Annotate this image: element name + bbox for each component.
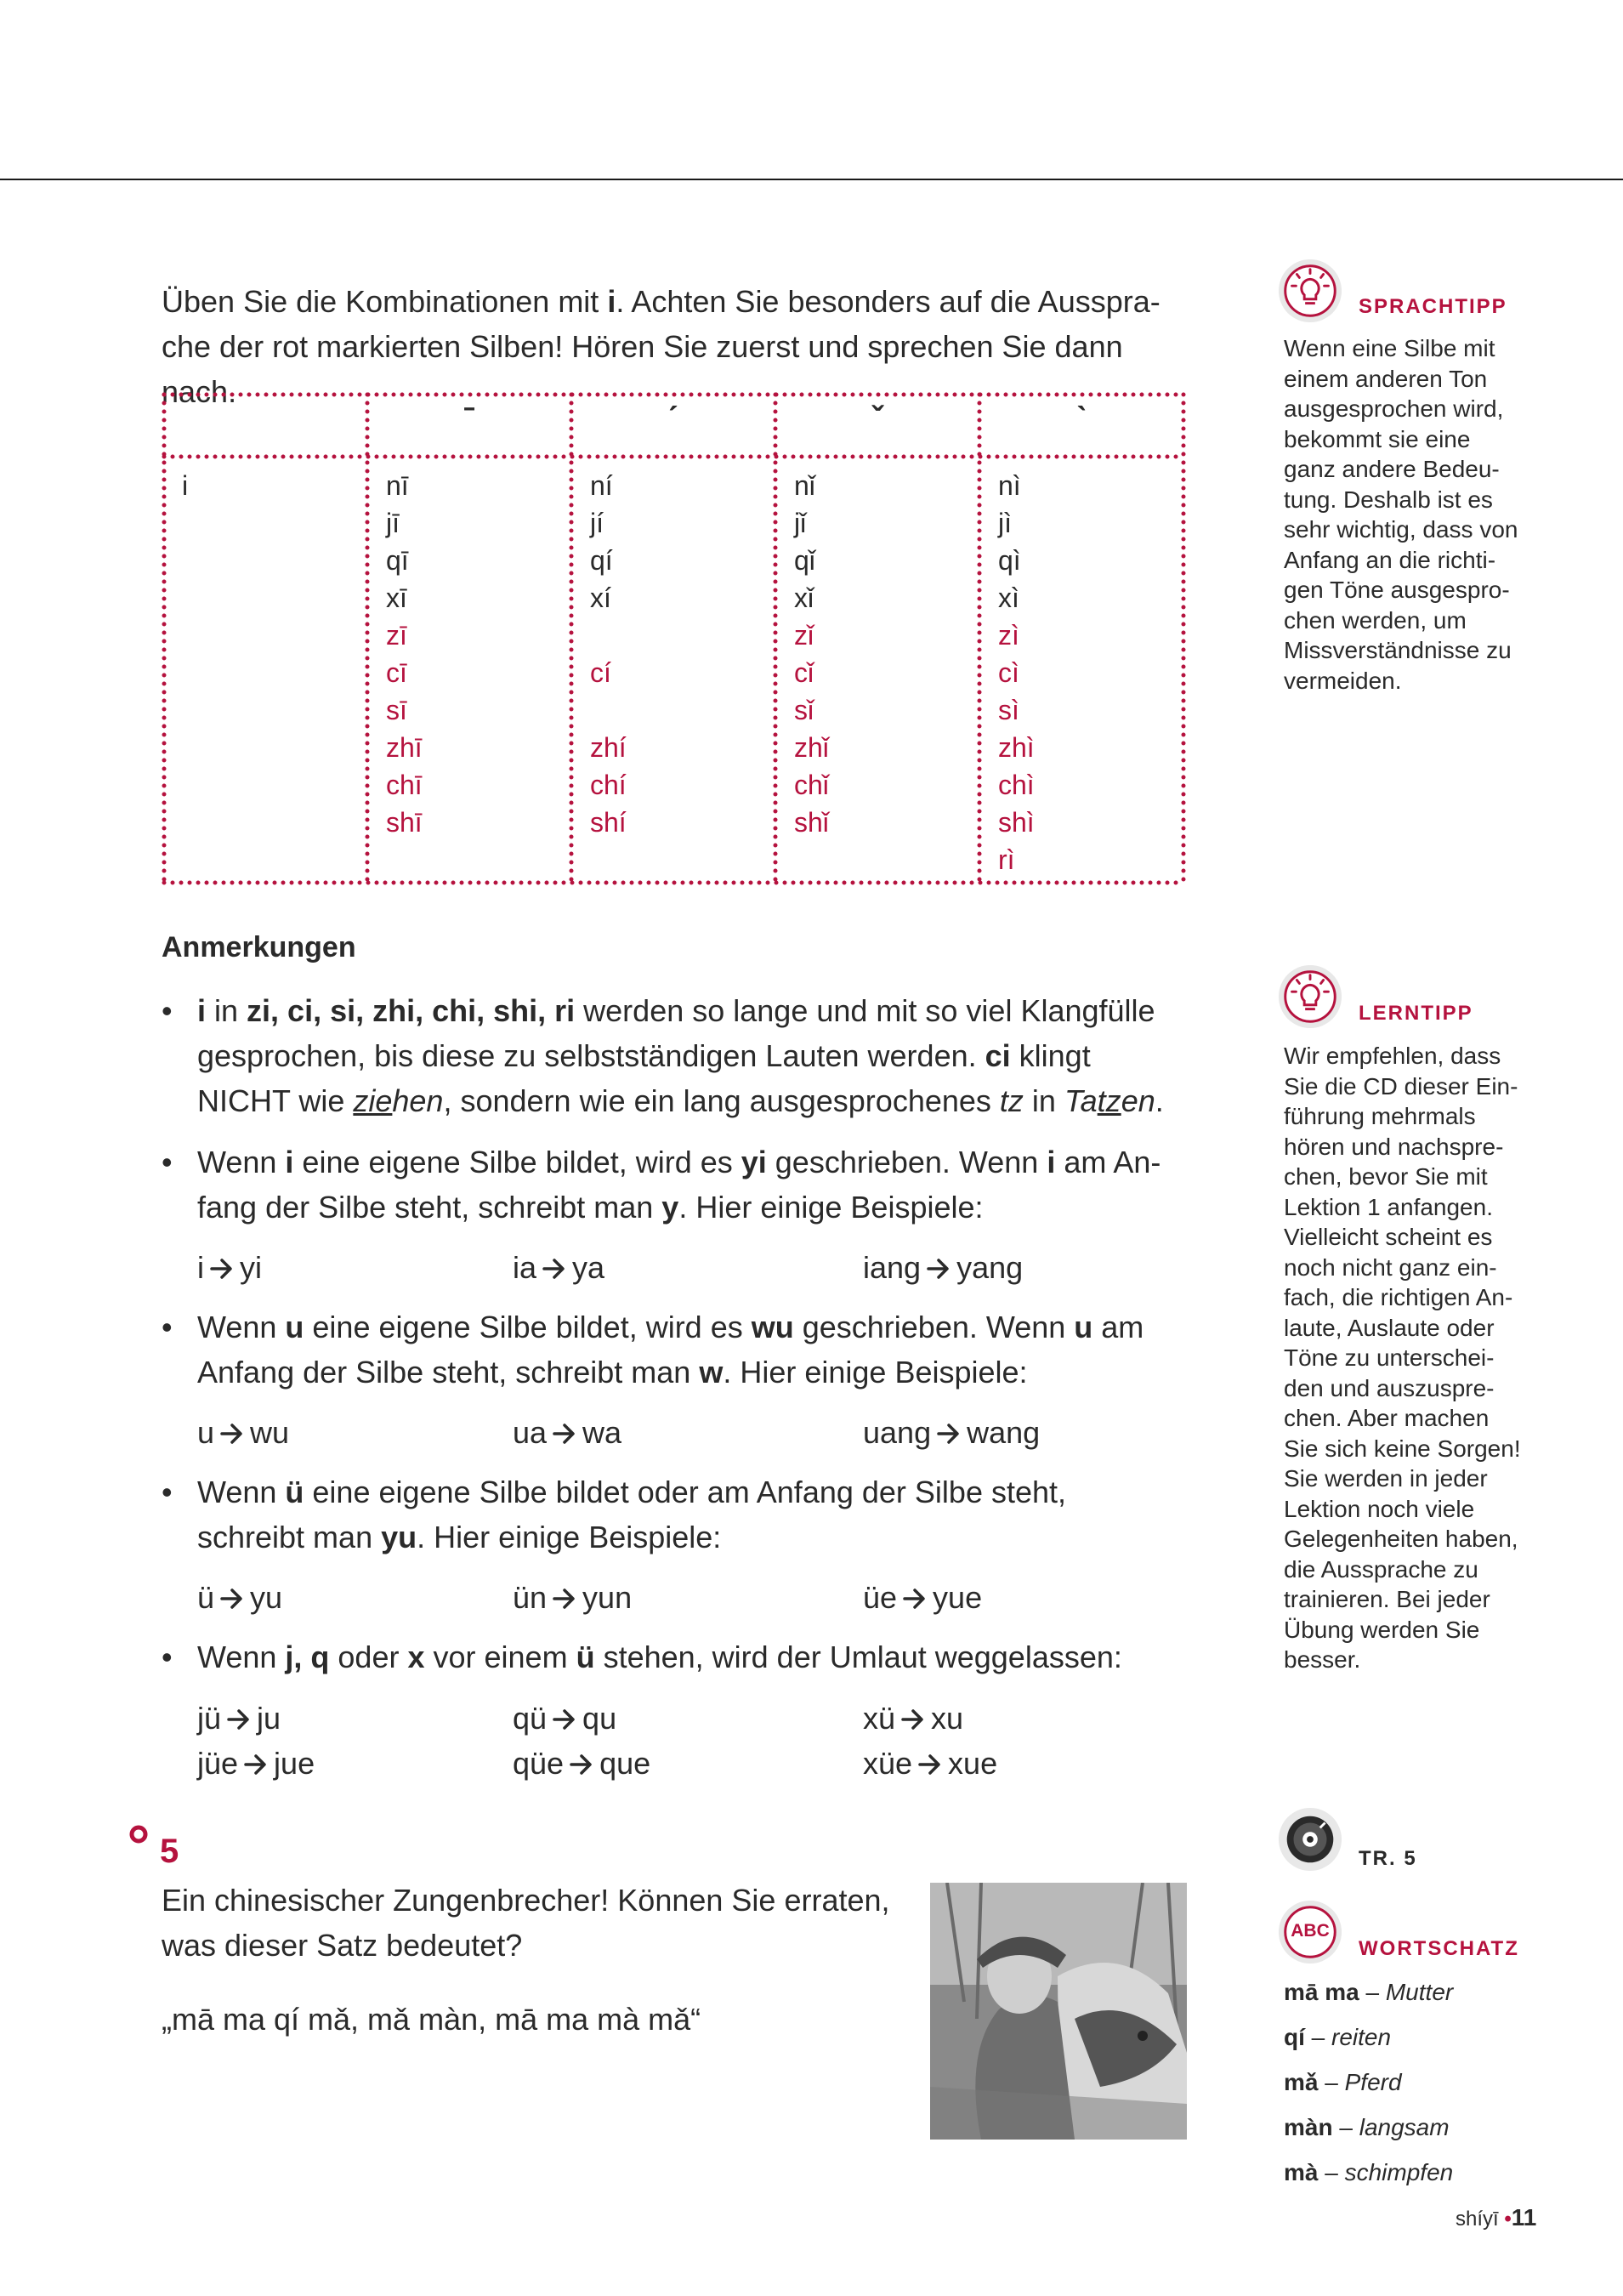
- pinyin-syllable: zhǐ: [794, 732, 829, 763]
- sidebar-text-line: Gelegenheiten haben,: [1284, 1526, 1518, 1552]
- vocab-entry: qí – reiten: [1284, 2024, 1392, 2050]
- pinyin-syllable: cì: [998, 657, 1019, 688]
- pinyin-syllable: zhì: [998, 732, 1035, 763]
- note-item-1: i in zi, ci, si, zhi, chi, shi, ri werden so lange und mit so viel Klangfülle gesprochen, bis diese zu selbstständigen Lauten werden. ci klingt NICHT wie ziehen, sondern wie ein lang ausgesprochenes tz in Tatzen.: [197, 993, 1164, 1118]
- arrow-right-icon: [936, 1421, 962, 1446]
- pinyin-syllable: qí: [590, 545, 613, 576]
- tone-column-1: [386, 467, 423, 841]
- pinyin-syllable: cǐ: [794, 657, 814, 688]
- arrow-right-icon: [552, 1586, 577, 1611]
- sidebar-text-line: Sie werden in jeder: [1284, 1465, 1488, 1492]
- sidebar-text-line: führung mehrmals: [1284, 1103, 1476, 1129]
- sprachtipp-text: [1284, 333, 1530, 696]
- exercise-number: 5: [160, 1833, 179, 1870]
- pinyin-syllable: chǐ: [794, 770, 829, 800]
- tone-mark-2: ˊ: [667, 401, 679, 438]
- note-item-2: Wenn i eine eigene Silbe bildet, wird es yi geschrieben. Wenn i am An- fang der Silbe steht, schreibt man y. Hier einige Beispiele:: [197, 1145, 1161, 1225]
- example-pair: xüe xue: [863, 1746, 998, 1781]
- pinyin-syllable: zī: [386, 620, 407, 651]
- wortschatz-title: WORTSCHATZ: [1359, 1937, 1519, 1960]
- pinyin-syllable: jì: [998, 508, 1012, 538]
- exercise-intro: Üben Sie die Kombinationen mit i. Achten Sie besonders auf die Ausspra- che der rot markierten Silben! Hören Sie zuerst und sprechen Sie dann nach.: [162, 284, 1161, 409]
- pinyin-syllable: jí: [590, 508, 604, 538]
- example-pair: ün yun: [513, 1580, 633, 1615]
- arrow-right-icon: [219, 1421, 245, 1446]
- pinyin-syllable: zhí: [590, 732, 627, 763]
- sidebar-text-line: besser.: [1284, 1646, 1361, 1673]
- example-pair: ua wa: [513, 1415, 622, 1450]
- pinyin-syllable: zǐ: [794, 620, 814, 651]
- exercise-prompt: Ein chinesischer Zungenbrecher! Können Sie erraten, was dieser Satz bedeutet?: [162, 1883, 890, 1963]
- tone-mark-4: ˋ: [1075, 401, 1087, 438]
- sidebar-text-line: chen. Aber machen: [1284, 1405, 1490, 1431]
- arrow-right-icon: [542, 1256, 567, 1282]
- sidebar-text-line: Wenn eine Silbe mit: [1284, 335, 1495, 361]
- pinyin-syllable: jǐ: [794, 508, 807, 538]
- arrow-right-icon: [226, 1707, 252, 1732]
- sidebar-text-line: hören und nachspre-: [1284, 1133, 1504, 1160]
- sidebar-text-line: Missverständnisse zu: [1284, 637, 1512, 663]
- arrow-right-icon: [926, 1256, 951, 1282]
- sidebar-text-line: noch nicht ganz ein-: [1284, 1253, 1497, 1281]
- bullet-dot: •: [162, 1145, 173, 1179]
- tongue-twister: „mā ma qí mǎ, mǎ màn, mā ma mà mǎ“: [162, 2002, 701, 2037]
- example-pair: jü ju: [197, 1701, 281, 1736]
- pinyin-syllable: sǐ: [794, 695, 814, 725]
- pinyin-syllable: xī: [386, 583, 407, 613]
- arrow-right-icon: [900, 1707, 926, 1732]
- arrow-right-icon: [902, 1586, 928, 1611]
- sidebar-text-line: vermeiden.: [1284, 667, 1402, 694]
- sidebar-text-line: chen werden, um: [1284, 606, 1467, 634]
- bullet-dot: •: [162, 993, 173, 1028]
- arrow-right-icon: [243, 1752, 269, 1777]
- pinyin-syllable: jī: [386, 508, 400, 538]
- sidebar-text-line: ausgesprochen wird,: [1284, 395, 1504, 422]
- sidebar-text-line: einem anderen Ton: [1284, 365, 1488, 392]
- pinyin-syllable: shī: [386, 807, 423, 838]
- vocab-entry: mà – schimpfen: [1284, 2159, 1454, 2185]
- sidebar-text-line: Sie sich keine Sorgen!: [1284, 1435, 1521, 1462]
- arrow-right-icon: [219, 1586, 245, 1611]
- pinyin-syllable: zì: [998, 620, 1019, 651]
- example-pair: i yi: [197, 1250, 262, 1285]
- example-pair: ü yu: [197, 1580, 283, 1615]
- bullet-dot: •: [162, 1640, 173, 1674]
- pinyin-syllable: shì: [998, 807, 1035, 838]
- sidebar-text-line: chen, bevor Sie mit: [1284, 1163, 1488, 1190]
- photo-woman-with-horse: [930, 1883, 1187, 2140]
- example-pair: qü qu: [513, 1701, 617, 1736]
- sidebar-text-line: Töne zu unterschei-: [1284, 1344, 1495, 1371]
- pinyin-syllable: shǐ: [794, 807, 829, 838]
- pinyin-syllable: rì: [998, 844, 1015, 875]
- example-pair: u wu: [197, 1415, 290, 1450]
- pinyin-syllable: chì: [998, 770, 1035, 800]
- example-pair: üe yue: [863, 1580, 983, 1615]
- cd-icon: [1277, 1806, 1343, 1873]
- pinyin-syllable: xǐ: [794, 583, 814, 613]
- sidebar-text-line: laute, Auslaute oder: [1284, 1314, 1495, 1341]
- abc-badge-label: ABC: [1291, 1921, 1330, 1941]
- sidebar-text-line: die Aussprache zu: [1284, 1555, 1478, 1583]
- example-pair: ia ya: [513, 1250, 605, 1285]
- pinyin-syllable: qī: [386, 545, 409, 576]
- sidebar-text-line: Übung werden Sie: [1284, 1616, 1480, 1643]
- example-pair: qüe que: [513, 1746, 651, 1781]
- vocab-entry: mǎ – Pferd: [1284, 2069, 1402, 2095]
- arrow-right-icon: [552, 1707, 577, 1732]
- sidebar-text-line: Lektion noch viele: [1284, 1495, 1475, 1522]
- pinyin-syllable: xí: [590, 583, 611, 613]
- sidebar-text-line: tung. Deshalb ist es: [1284, 486, 1493, 513]
- note-item-3: Wenn u eine eigene Silbe bildet, wird es wu geschrieben. Wenn u am Anfang der Silbe steht, schreibt man w. Hier einige Beispiele:: [197, 1310, 1144, 1390]
- pinyin-syllable: chī: [386, 770, 423, 800]
- pinyin-syllable: qì: [998, 545, 1021, 576]
- sprachtipp-title: SPRACHTIPP: [1359, 295, 1507, 318]
- tone-column-2: [590, 467, 627, 841]
- sidebar-text-line: bekommt sie eine: [1284, 425, 1471, 452]
- exercise-bullet-icon: [128, 1824, 149, 1844]
- header-rule: [0, 179, 1623, 180]
- arrow-right-icon: [209, 1256, 235, 1282]
- bullet-dot: •: [162, 1475, 173, 1509]
- sidebar-text-line: Vielleicht scheint es: [1284, 1224, 1493, 1250]
- row-label: i: [182, 470, 189, 501]
- pinyin-syllable: sì: [998, 695, 1019, 725]
- bullet-dot: •: [162, 1310, 173, 1344]
- sidebar-text-line: fach, die richtigen An-: [1284, 1284, 1513, 1310]
- sidebar-text-line: den und auszuspre-: [1284, 1374, 1495, 1401]
- sidebar-text-line: Anfang an die richti-: [1284, 546, 1496, 573]
- sidebar-text-line: Sie die CD dieser Ein-: [1284, 1072, 1518, 1100]
- track-label: TR. 5: [1359, 1847, 1417, 1870]
- vocab-entry: mā ma – Mutter: [1284, 1979, 1454, 2005]
- pinyin-table: [162, 392, 1186, 885]
- sidebar-text-line: ganz andere Bedeu-: [1284, 456, 1500, 482]
- pinyin-syllable: zhī: [386, 732, 423, 763]
- pinyin-syllable: [590, 691, 627, 729]
- notes-heading: Anmerkungen: [162, 931, 356, 963]
- vocab-entry: màn – langsam: [1284, 2114, 1450, 2140]
- pinyin-syllable: xì: [998, 583, 1019, 613]
- lerntipp-title: LERNTIPP: [1359, 1002, 1473, 1025]
- page-footer: shíyī •11: [1456, 2204, 1537, 2231]
- example-pair: xü xu: [863, 1701, 964, 1736]
- pinyin-syllable: ní: [590, 470, 613, 501]
- example-pair: jüe jue: [197, 1746, 315, 1781]
- pinyin-syllable: sī: [386, 695, 407, 725]
- sidebar-text-line: gen Töne ausgespro-: [1284, 577, 1510, 603]
- lerntipp-text: [1284, 1041, 1530, 1675]
- pinyin-syllable: nī: [386, 470, 409, 501]
- tone-column-3: [794, 467, 829, 841]
- sidebar-text-line: trainieren. Bei jeder: [1284, 1586, 1490, 1612]
- tone-mark-3: ˇ: [871, 401, 883, 438]
- pinyin-syllable: nì: [998, 470, 1021, 501]
- pinyin-syllable: nǐ: [794, 470, 815, 501]
- pinyin-syllable: cī: [386, 657, 407, 688]
- arrow-right-icon: [569, 1752, 594, 1777]
- lightbulb-icon: [1277, 258, 1343, 324]
- tone-column-4: [998, 467, 1035, 878]
- example-pair: iang yang: [863, 1250, 1024, 1285]
- note-item-5: Wenn j, q oder x vor einem ü stehen, wird der Umlaut weggelassen:: [197, 1640, 1122, 1674]
- note-item-4: Wenn ü eine eigene Silbe bildet oder am Anfang der Silbe steht, schreibt man yu. Hier einige Beispiele:: [197, 1475, 1067, 1554]
- arrow-right-icon: [917, 1752, 943, 1777]
- sidebar-text-line: sehr wichtig, dass von: [1284, 516, 1518, 543]
- arrow-right-icon: [552, 1421, 577, 1446]
- lightbulb-icon: [1277, 963, 1343, 1030]
- sidebar-text-line: Lektion 1 anfangen.: [1284, 1193, 1493, 1220]
- pinyin-syllable: qǐ: [794, 545, 815, 576]
- pinyin-syllable: shí: [590, 807, 627, 838]
- pinyin-syllable: chí: [590, 770, 627, 800]
- tone-mark-1: ˉ: [463, 401, 475, 438]
- pinyin-syllable: cí: [590, 657, 611, 688]
- example-pair: uang wang: [863, 1415, 1041, 1450]
- pinyin-syllable: [590, 617, 627, 654]
- sidebar-text-line: Wir empfehlen, dass: [1284, 1043, 1501, 1069]
